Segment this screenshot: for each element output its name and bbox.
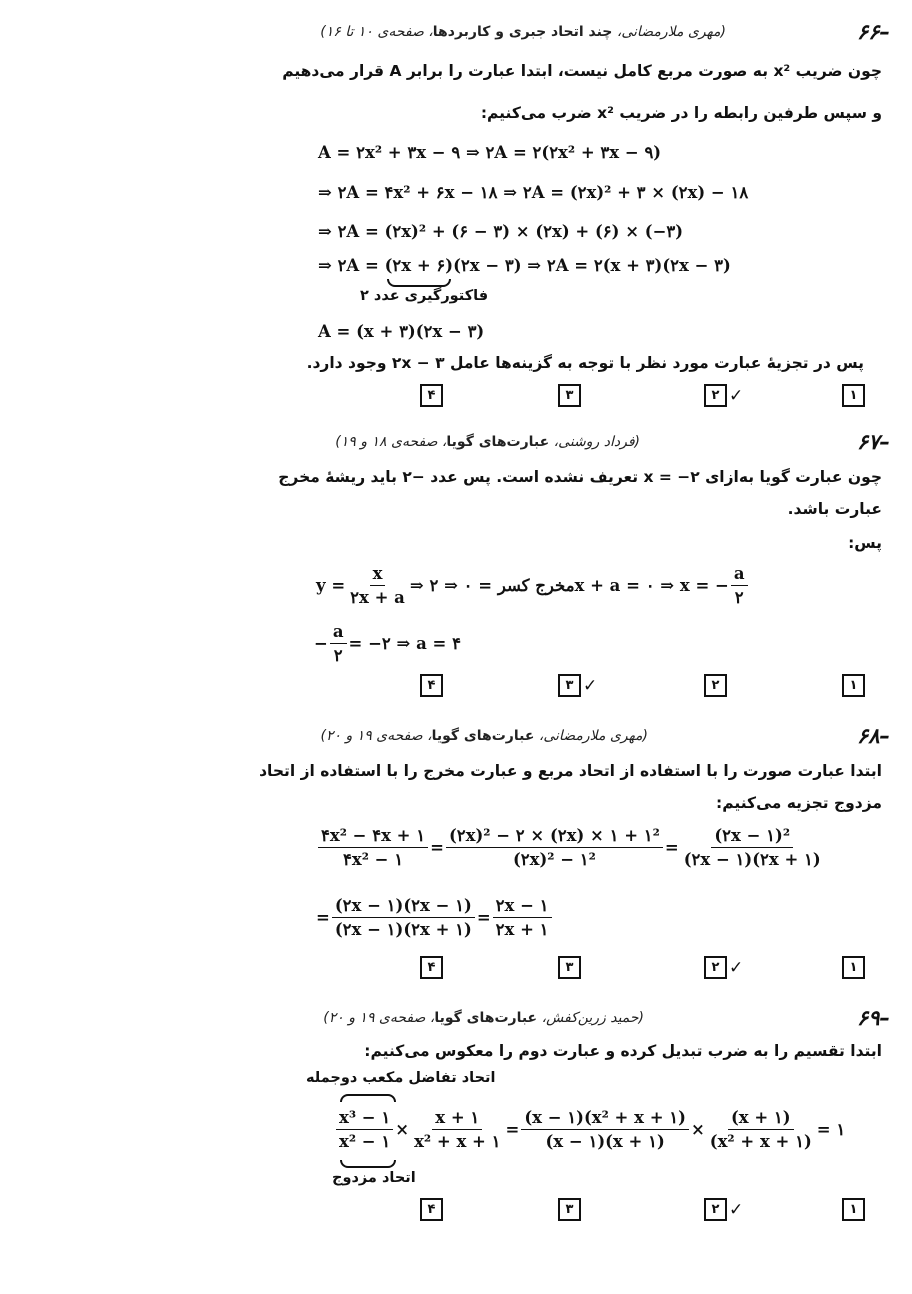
answer-options xyxy=(420,1198,870,1222)
option-2: ۲ ✓ xyxy=(704,956,743,979)
explanation-line: و سپس طرفین رابطه را در ضریب x² ضرب می‌کنیم: xyxy=(480,104,882,122)
explanation-line: عبارت باشد. xyxy=(787,500,882,518)
fraction: $\frac{\text{(۲x)² − ۲ × (۲x) × ۱ + ۱²}}{\text{(۲x)² − ۱²}}$ xyxy=(446,826,663,869)
question-source: (مهری ملارمضانی، عبارت‌های گویا، صفحه‌ی ۱۹ و ۲۰) xyxy=(320,728,648,744)
brace-label: اتحاد تفاضل مکعب دوجمله xyxy=(306,1070,496,1086)
check-icon: ✓ xyxy=(729,385,744,406)
underbrace xyxy=(387,279,452,287)
answer-options xyxy=(420,956,870,980)
option-2: ۲ ✓ xyxy=(704,1198,743,1221)
option-4: ۴ xyxy=(420,384,443,407)
equation: ⇒ ۲A = (۲x + ۶) (۲x − ۳) ⇒ ۲A = ۲(x + ۳)(۲x − ۳) xyxy=(318,256,731,275)
underbraced-term: (۲x + ۶) xyxy=(385,256,454,275)
fraction: $\frac{x + ۱}{\text{x² + x + ۱}}$ xyxy=(414,1108,501,1151)
explanation-line: مزدوج تجزیه می‌کنیم: xyxy=(716,794,882,812)
fraction: $\frac{\text{x³ − ۱}}{\text{x² − ۱}}$ xyxy=(336,1108,393,1151)
equation: A = (x + ۳)(۲x − ۳) xyxy=(318,322,485,341)
conclusion-text: پس در تجزیهٔ عبارت مورد نظر با توجه به گزینه‌ها عامل ۲x − ۳ وجود دارد. xyxy=(306,354,864,372)
question-source: (فرداد روشنی، عبارت‌های گویا، صفحه‌ی ۱۸ و ۱۹) xyxy=(335,434,640,450)
option-1: ۱ xyxy=(842,674,865,697)
fraction: $\frac{(x + ۱)}{\text{(x² + x + ۱)}}$ xyxy=(709,1108,812,1151)
question-source: (حمید زرین‌کفش، عبارت‌های گویا، صفحه‌ی ۱۹ و ۲۰) xyxy=(323,1010,644,1026)
option-3: ۳ xyxy=(558,1198,581,1221)
question-number: ۶۸– xyxy=(856,724,890,748)
equation: ⇒ ۲A = (۲x)² + (۶ − ۳) × (۲x) + (۶) × (−۳) xyxy=(318,222,684,241)
option-4: ۴ xyxy=(420,1198,443,1221)
check-icon: ✓ xyxy=(729,1199,744,1220)
option-1: ۱ xyxy=(842,1198,865,1221)
equation: $\frac{\text{۴x² − ۴x + ۱}}{\text{۴x² − ۱}}$ = $\frac{\text{(۲x)² − ۲ × (۲x) × ۱ + ۱²}}{\text{(۲x)² − ۱²}}$ = $\frac{\text{(۲x − ۱)²}}{(۲x - ۱)(۲x + ۱)}$ xyxy=(316,826,826,869)
option-2: ۲ xyxy=(704,674,727,697)
check-icon: ✓ xyxy=(583,675,598,696)
equation: y = $\frac{x}{۲x + a}$ ⇒ مخرج کسر = ۰ ⇒ ۲x + a = ۰ ⇒ x = − $\frac{a}{۲}$ xyxy=(316,564,750,607)
underbrace xyxy=(340,1160,396,1168)
check-icon: ✓ xyxy=(729,957,744,978)
option-2: ۲ ✓ xyxy=(704,384,743,407)
equation: ⇒ ۲A = ۴x² + ۶x − ۱۸ ⇒ ۲A = (۲x)² + ۳ × (۲x) − ۱۸ xyxy=(318,183,749,202)
equation: $\frac{\text{x³ − ۱}}{\text{x² − ۱}}$ × $\frac{x + ۱}{\text{x² + x + ۱}}$ = $\frac{\text{(x − ۱)(x² + x + ۱)}}{(x - ۱)(x + ۱)}$ × $\frac{(x + ۱)}{\text{(x² + x + ۱)}}$ = ۱ xyxy=(334,1108,845,1151)
overbrace xyxy=(340,1094,396,1102)
equation: A = ۲x² + ۳x − ۹ ⇒ ۲A = ۲(۲x² + ۳x − ۹) xyxy=(318,143,662,162)
fraction: $\frac{\text{(۲x − ۱)²}}{(۲x - ۱)(۲x + ۱)}$ xyxy=(683,826,821,869)
fraction: $\frac{۲x - ۱}{۲x + ۱}$ xyxy=(493,896,552,939)
option-3: ۳ ✓ xyxy=(558,674,597,697)
question-source: (مهری ملارمضانی، چند اتحاد جبری و کاربردها، صفحه‌ی ۱۰ تا ۱۶) xyxy=(320,24,726,40)
option-3: ۳ xyxy=(558,384,581,407)
option-4: ۴ xyxy=(420,956,443,979)
fraction: $\frac{a}{۲}$ xyxy=(330,622,347,665)
question-number: ۶۷– xyxy=(856,430,890,454)
explanation-line: ابتدا تقسیم را به ضرب تبدیل کرده و عبارت دوم را معکوس می‌کنیم: xyxy=(364,1042,882,1060)
equation: = $\frac{(۲x - ۱)(۲x - ۱)}{(۲x - ۱)(۲x + ۱)}$ = $\frac{۲x - ۱}{۲x + ۱}$ xyxy=(316,896,554,939)
question-number: ۶۶– xyxy=(856,20,890,44)
option-4: ۴ xyxy=(420,674,443,697)
fraction: $\frac{\text{۴x² − ۴x + ۱}}{\text{۴x² − ۱}}$ xyxy=(318,826,428,869)
answer-options xyxy=(420,674,870,698)
brace-label: فاکتورگیری عدد ۲ xyxy=(360,288,489,304)
explanation-line: چون ضریب x² به صورت مربع کامل نیست، ابتدا عبارت را برابر A قرار می‌دهیم xyxy=(282,62,882,80)
explanation-line: چون عبارت گویا به‌ازای x = −۲ تعریف نشده است. پس عدد −۲ باید ریشهٔ مخرج xyxy=(278,468,882,486)
option-1: ۱ xyxy=(842,384,865,407)
question-number: ۶۹– xyxy=(856,1006,890,1030)
fraction: $\frac{\text{(x − ۱)(x² + x + ۱)}}{(x - ۱)(x + ۱)}$ xyxy=(521,1108,689,1151)
brace-label: اتحاد مزدوج xyxy=(332,1170,416,1186)
option-1: ۱ xyxy=(842,956,865,979)
explanation-line: ابتدا عبارت صورت را با استفاده از اتحاد مربع و عبارت مخرج را با استفاده از اتحاد xyxy=(259,762,882,780)
option-3: ۳ xyxy=(558,956,581,979)
explanation-line: پس: xyxy=(848,534,882,552)
fraction: $\frac{(۲x - ۱)(۲x - ۱)}{(۲x - ۱)(۲x + ۱)}$ xyxy=(332,896,475,939)
fraction: $\frac{x}{۲x + a}$ xyxy=(350,564,405,607)
equation: − $\frac{a}{۲}$ = −۲ ⇒ a = ۴ xyxy=(314,622,461,665)
answer-options xyxy=(420,384,870,408)
fraction: $\frac{a}{۲}$ xyxy=(731,564,748,607)
